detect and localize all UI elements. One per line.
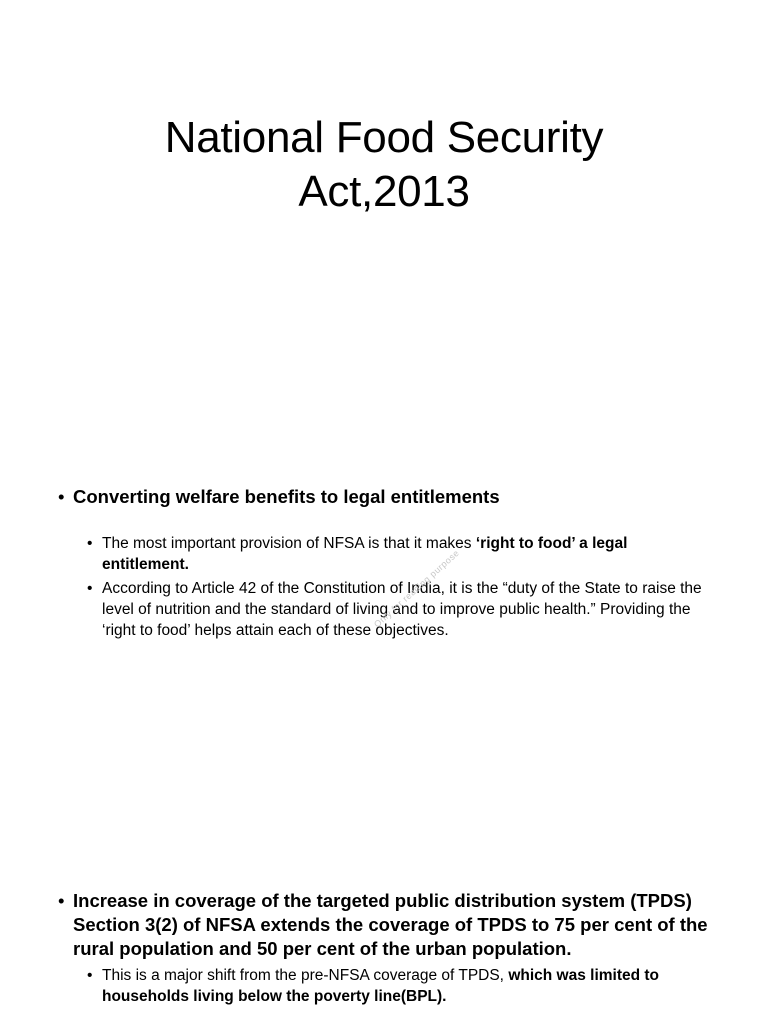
title-line-1: National Food Security [164, 113, 604, 162]
list-item [58, 533, 718, 575]
section-heading [58, 485, 718, 509]
watermark: Only for reading purpose [372, 547, 462, 630]
list-item-bold-text: ‘right to food’ a legal entitlement. [102, 535, 628, 573]
bullet-icon: • [58, 890, 65, 911]
list-item [58, 965, 718, 1007]
list-item-text: This is a major shift from the pre-NFSA coverage of TPDS, [102, 967, 509, 984]
bullet-icon: • [58, 486, 65, 507]
list-item-text: The most important provision of NFSA is that it makes [102, 535, 476, 552]
list-item-text: According to Article 42 of the Constitution of India, it is the “duty of the State to raise the level of nutrition and the standard of living and to improve public health.” Providing the ‘right to food’ helps attain each of these objectives. [102, 580, 702, 639]
list-item-bold-text: which was limited to households living below the poverty line(BPL). [102, 967, 660, 1005]
title-line-2: Act,2013 [298, 167, 470, 216]
section-tpds-coverage [58, 889, 718, 1007]
page-title [0, 111, 768, 219]
section-heading [58, 889, 718, 961]
bullet-icon: • [87, 580, 93, 597]
bullet-icon: • [87, 535, 93, 552]
section-heading-text: Converting welfare benefits to legal entitlements [73, 486, 500, 507]
bullet-icon: • [87, 967, 93, 984]
section-heading-text: Increase in coverage of the targeted public distribution system (TPDS) Section 3(2) of NFSA extends the coverage of TPDS to 75 per cent of the rural population and 50 per cent of the urban population. [73, 890, 708, 959]
